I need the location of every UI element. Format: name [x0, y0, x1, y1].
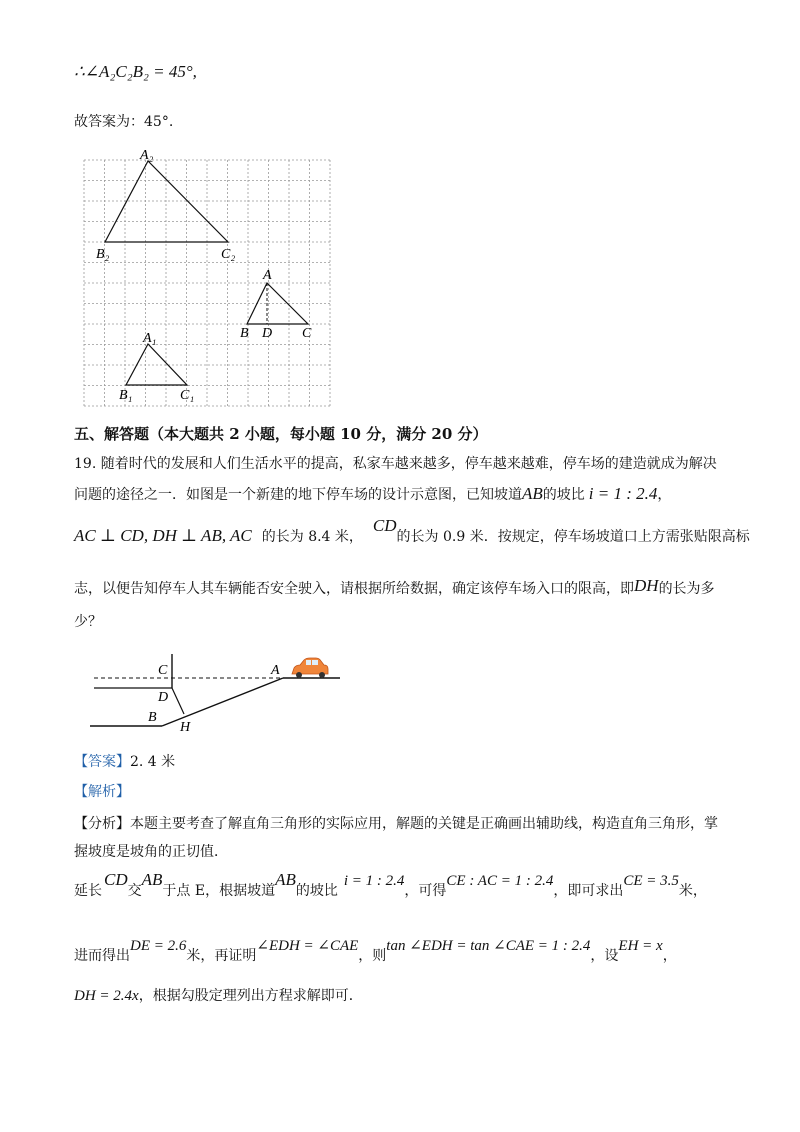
ramp-label-a: A — [271, 663, 280, 678]
previous-answer-line: 故答案为：45°. — [74, 114, 174, 130]
q19-line2-text-c: ， — [657, 487, 672, 503]
ramp-label-c: C — [158, 663, 168, 678]
analysis-l2-d: ，设 — [590, 948, 619, 964]
analysis-l1-a: 延长 — [74, 883, 102, 899]
q19-perpendicular-condition: AC ⊥ CD, DH ⊥ AB, AC — [74, 526, 252, 545]
fenxi-line1 — [74, 814, 718, 834]
q19-line5: 少？ — [74, 614, 102, 630]
triangle-a1b1c1 — [126, 344, 187, 385]
analysis-l3-a: ，根据勾股定理列出方程求解即可． — [138, 988, 363, 1004]
analysis-line3 — [74, 986, 363, 1006]
q19-line3 — [74, 516, 750, 547]
analysis-l1-ce-ac: CE : AC = 1 : 2.4 — [446, 873, 554, 889]
analysis-l2-b: 米，再证明 — [186, 948, 257, 964]
section-title: 五、解答题（本大题共 2 小题，每小题 10 分，满分 20 分） — [74, 425, 488, 443]
analysis-l3-dh: DH = 2.4x — [74, 988, 139, 1004]
analysis-l1-c: 于点 E，根据坡道 — [162, 883, 276, 899]
ramp-ab — [162, 678, 283, 726]
q19-cd: CD — [372, 516, 397, 535]
analysis-l1-g: 米， — [678, 883, 707, 899]
answer-line — [74, 752, 175, 772]
answer-tag: 【答案】 — [74, 754, 130, 770]
label-d: D — [262, 326, 273, 341]
answer-value: 2. 4 米 — [130, 754, 176, 770]
label-a2: A₂ — [140, 148, 154, 163]
fenxi-line2: 握坡度是坡角的正切值． — [74, 844, 228, 860]
q19-line2 — [74, 484, 671, 505]
label-b1: B₁ — [119, 388, 133, 403]
analysis-l2-eh: EH = x — [618, 938, 663, 954]
q19-slope-ratio: i = 1 : 2.4 — [588, 484, 658, 503]
analysis-l1-ce: CE = 3.5 — [623, 873, 679, 889]
grid-lines — [84, 160, 330, 406]
label-b2: B₂ — [96, 247, 110, 262]
fenxi-tag: 【分析】 — [74, 816, 130, 832]
q19-line2-text-b: 的坡比 — [542, 487, 585, 503]
grid-figure — [80, 146, 336, 410]
analysis-line1 — [74, 870, 707, 901]
analysis-l2-tan: tan ∠EDH = tan ∠CAE = 1 : 2.4 — [386, 938, 591, 954]
ramp-label-d: D — [158, 690, 169, 705]
q19-line3-text-a: 的长为 8.4 米， — [261, 529, 363, 545]
analysis-l1-d: 的坡比 — [295, 883, 338, 899]
ramp-figure — [88, 648, 348, 738]
analysis-l1-ratio: i = 1 : 2.4 — [343, 873, 405, 889]
q19-line4 — [74, 578, 715, 599]
label-c2: C₂ — [221, 247, 236, 262]
analysis-l2-a: 进而得出 — [74, 948, 130, 964]
fenxi-text1: 本题主要考查了解直角三角形的实际应用，解题的关键是正确画出辅助线，构造直角三角形，掌 — [130, 816, 718, 832]
analysis-l2-de: DE = 2.6 — [130, 938, 187, 954]
label-c1: C₁ — [180, 388, 195, 403]
ramp-label-h: H — [180, 720, 191, 735]
label-a: A — [263, 268, 272, 283]
q19-line3-text-b: 的长为 0.9 米．按规定，停车场坡道口上方需张贴限高标 — [396, 529, 750, 545]
analysis-l1-cd: CD — [104, 870, 128, 889]
q19-line1: 19. 随着时代的发展和人们生活水平的提高，私家车越来越多，停车越来越难，停车场的建造就成为解决 — [74, 456, 717, 472]
q19-ab: AB — [522, 484, 543, 503]
analysis-l1-f: ，即可求出 — [553, 883, 624, 899]
car-icon — [292, 658, 328, 678]
analysis-tag: 【解析】 — [74, 784, 130, 800]
label-a1: A₁ — [143, 331, 157, 346]
q19-line4-text-a: 志，以便告知停车人其车辆能否安全驶入，请根据所给数据，确定该停车场入口的限高，即 — [74, 581, 634, 597]
analysis-line2 — [74, 938, 677, 966]
analysis-l2-angles: ∠EDH = ∠CAE — [256, 938, 359, 954]
analysis-l1-e: ，可得 — [404, 883, 447, 899]
q19-line4-text-b: 的长为多 — [658, 581, 715, 597]
q19-line2-text-a: 问题的途径之一．如图是一个新建的地下停车场的设计示意图，已知坡道 — [74, 487, 522, 503]
triangle-a2b2c2 — [105, 161, 228, 242]
ramp-label-b: B — [148, 710, 157, 725]
analysis-l1-b: 交 — [127, 883, 142, 899]
perpendicular-dh — [172, 688, 184, 714]
q19-dh: DH — [634, 576, 659, 595]
analysis-l2-c: ，则 — [358, 948, 387, 964]
label-b: B — [240, 326, 249, 341]
analysis-l2-e: ， — [662, 948, 677, 964]
therefore-line: ∴∠A₂C₂B₂ = 45°, — [74, 62, 197, 81]
analysis-l1-ab2: AB — [275, 870, 296, 889]
label-c: C — [302, 326, 312, 341]
analysis-l1-ab: AB — [141, 870, 163, 889]
